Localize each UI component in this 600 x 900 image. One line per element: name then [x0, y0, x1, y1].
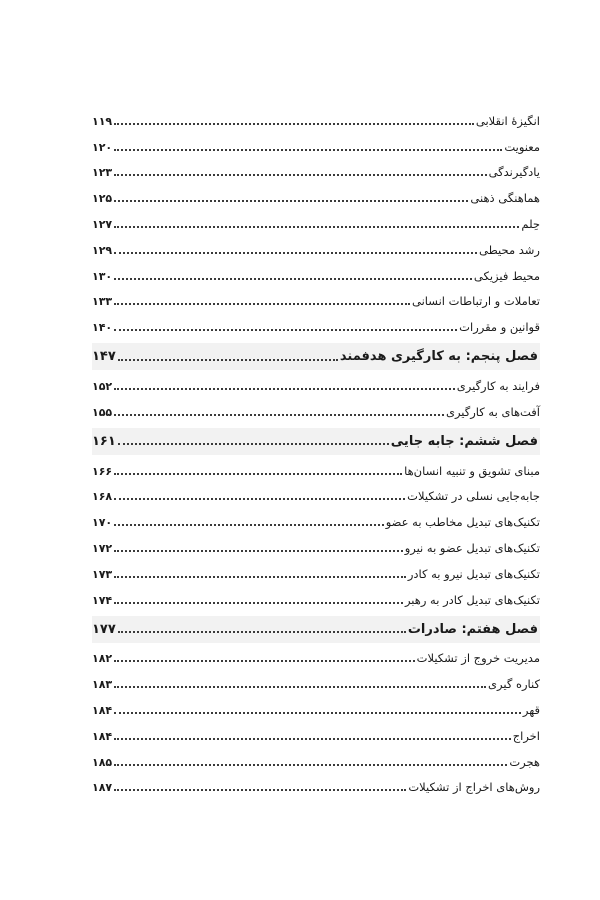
entry-title: معنویت: [504, 139, 540, 154]
chapter-title: فصل ششم: جابه جایی: [390, 433, 538, 449]
dot-leader: [118, 443, 389, 445]
dot-leader: [114, 660, 414, 662]
entry-title: تکنیک‌های تبدیل عضو به نیرو: [404, 540, 540, 555]
toc-entry: [92, 482, 540, 508]
page-number: ۱۲۷: [92, 217, 113, 231]
dot-leader: [114, 278, 472, 280]
entry-title: یادگیرندگی: [488, 165, 540, 180]
toc-entry: [92, 456, 540, 482]
dot-leader: [114, 524, 384, 526]
dot-leader: [114, 738, 511, 740]
toc-chapter-heading: [92, 428, 540, 455]
entry-title: آفت‌های به کارگیری: [445, 404, 540, 419]
entry-title: فرایند به کارگیری: [456, 378, 540, 393]
entry-title: تکنیک‌های تبدیل نیرو به کادر: [407, 566, 540, 581]
toc-entry: [92, 507, 540, 533]
toc-entry: [92, 287, 540, 313]
page-number: ۱۸۳: [92, 678, 113, 692]
toc-entry: [92, 644, 540, 670]
page-number: ۱۲۰: [92, 140, 113, 154]
dot-leader: [114, 303, 410, 305]
entry-title: مدیریت خروج از تشکیلات: [416, 651, 540, 666]
dot-leader: [114, 200, 468, 202]
toc-entry: [92, 669, 540, 695]
page-number: ۱۳۰: [92, 269, 113, 283]
entry-title: جابه‌جایی نسلی در تشکیلات: [407, 489, 540, 504]
entry-title: قهر: [522, 702, 540, 717]
entry-title: اخراج: [512, 728, 540, 743]
toc-entry: [92, 106, 540, 132]
dot-leader: [114, 388, 455, 390]
page-number: ۱۸۴: [92, 703, 113, 717]
page-number: ۱۵۵: [92, 405, 113, 419]
page-number: ۱۷۳: [92, 567, 113, 581]
dot-leader: [114, 123, 474, 125]
dot-leader: [114, 473, 402, 475]
page-number: ۱۲۵: [92, 192, 113, 206]
page-number: ۱۸۴: [92, 729, 113, 743]
entry-title: تکنیک‌های تبدیل مخاطب به عضو: [385, 515, 540, 530]
page-number: ۱۷۴: [92, 593, 113, 607]
dot-leader: [114, 174, 486, 176]
toc-entry: [92, 261, 540, 287]
entry-title: انگیزۀ انقلابی: [475, 113, 540, 128]
dot-leader: [114, 602, 403, 604]
page-number: ۱۸۲: [92, 652, 113, 666]
toc-chapter-heading: [92, 616, 540, 643]
dot-leader: [114, 576, 406, 578]
entry-title: مبنای تشویق و تنبیه انسان‌ها: [404, 463, 540, 478]
page-number: ۱۱۹: [92, 114, 113, 128]
dot-leader: [118, 631, 406, 633]
toc-entry: [92, 773, 540, 799]
toc-entry: [92, 533, 540, 559]
toc-entry: [92, 132, 540, 158]
dot-leader: [114, 712, 521, 714]
entry-title: محیط فیزیکی: [473, 268, 540, 283]
toc-entry: [92, 559, 540, 585]
toc-entry: [92, 209, 540, 235]
dot-leader: [114, 686, 486, 688]
entry-title: کناره گیری: [488, 677, 540, 692]
table-of-contents: [92, 106, 540, 798]
chapter-title: فصل پنجم: به کارگیری هدفمند: [339, 349, 538, 365]
toc-entry: [92, 397, 540, 423]
entry-title: روش‌های اخراج از تشکیلات: [408, 780, 540, 795]
entry-title: هماهنگی ذهنی: [470, 191, 540, 206]
page-number: ۱۲۹: [92, 243, 113, 257]
page-number: ۱۶۸: [92, 490, 113, 504]
toc-entry: [92, 235, 540, 261]
dot-leader: [118, 359, 338, 361]
page-number: ۱۴۰: [92, 321, 113, 335]
chapter-title: فصل هفتم: صادرات: [407, 621, 538, 637]
entry-title: قوانین و مقررات: [459, 320, 540, 335]
dot-leader: [114, 789, 406, 791]
page-number: ۱۷۲: [92, 541, 113, 555]
toc-chapter-heading: [92, 343, 540, 370]
entry-title: هجرت: [509, 754, 540, 769]
page-number: ۱۴۷: [92, 349, 116, 365]
page-number: ۱۷۰: [92, 516, 113, 530]
page-number: ۱۸۵: [92, 755, 113, 769]
dot-leader: [114, 149, 502, 151]
dot-leader: [114, 764, 507, 766]
dot-leader: [114, 252, 477, 254]
toc-entry: [92, 721, 540, 747]
entry-title: حِلم: [521, 216, 540, 231]
page-number: ۱۳۳: [92, 295, 113, 309]
page-number: ۱۶۱: [92, 433, 116, 449]
toc-entry: [92, 695, 540, 721]
entry-title: رشد محیطی: [479, 242, 540, 257]
dot-leader: [114, 414, 444, 416]
dot-leader: [114, 498, 405, 500]
toc-entry: [92, 585, 540, 611]
page-number: ۱۸۷: [92, 781, 113, 795]
toc-entry: [92, 158, 540, 184]
page-number: ۱۵۲: [92, 379, 113, 393]
toc-entry: [92, 183, 540, 209]
dot-leader: [114, 550, 403, 552]
page-number: ۱۷۷: [92, 621, 116, 637]
page-number: ۱۶۶: [92, 464, 113, 478]
toc-entry: [92, 371, 540, 397]
entry-title: تعاملات و ارتباطات انسانی: [412, 294, 540, 309]
toc-entry: [92, 747, 540, 773]
toc-entry: [92, 312, 540, 338]
entry-title: تکنیک‌های تبدیل کادر به رهبر: [404, 592, 540, 607]
dot-leader: [114, 329, 457, 331]
dot-leader: [114, 226, 519, 228]
page-number: ۱۲۳: [92, 166, 113, 180]
